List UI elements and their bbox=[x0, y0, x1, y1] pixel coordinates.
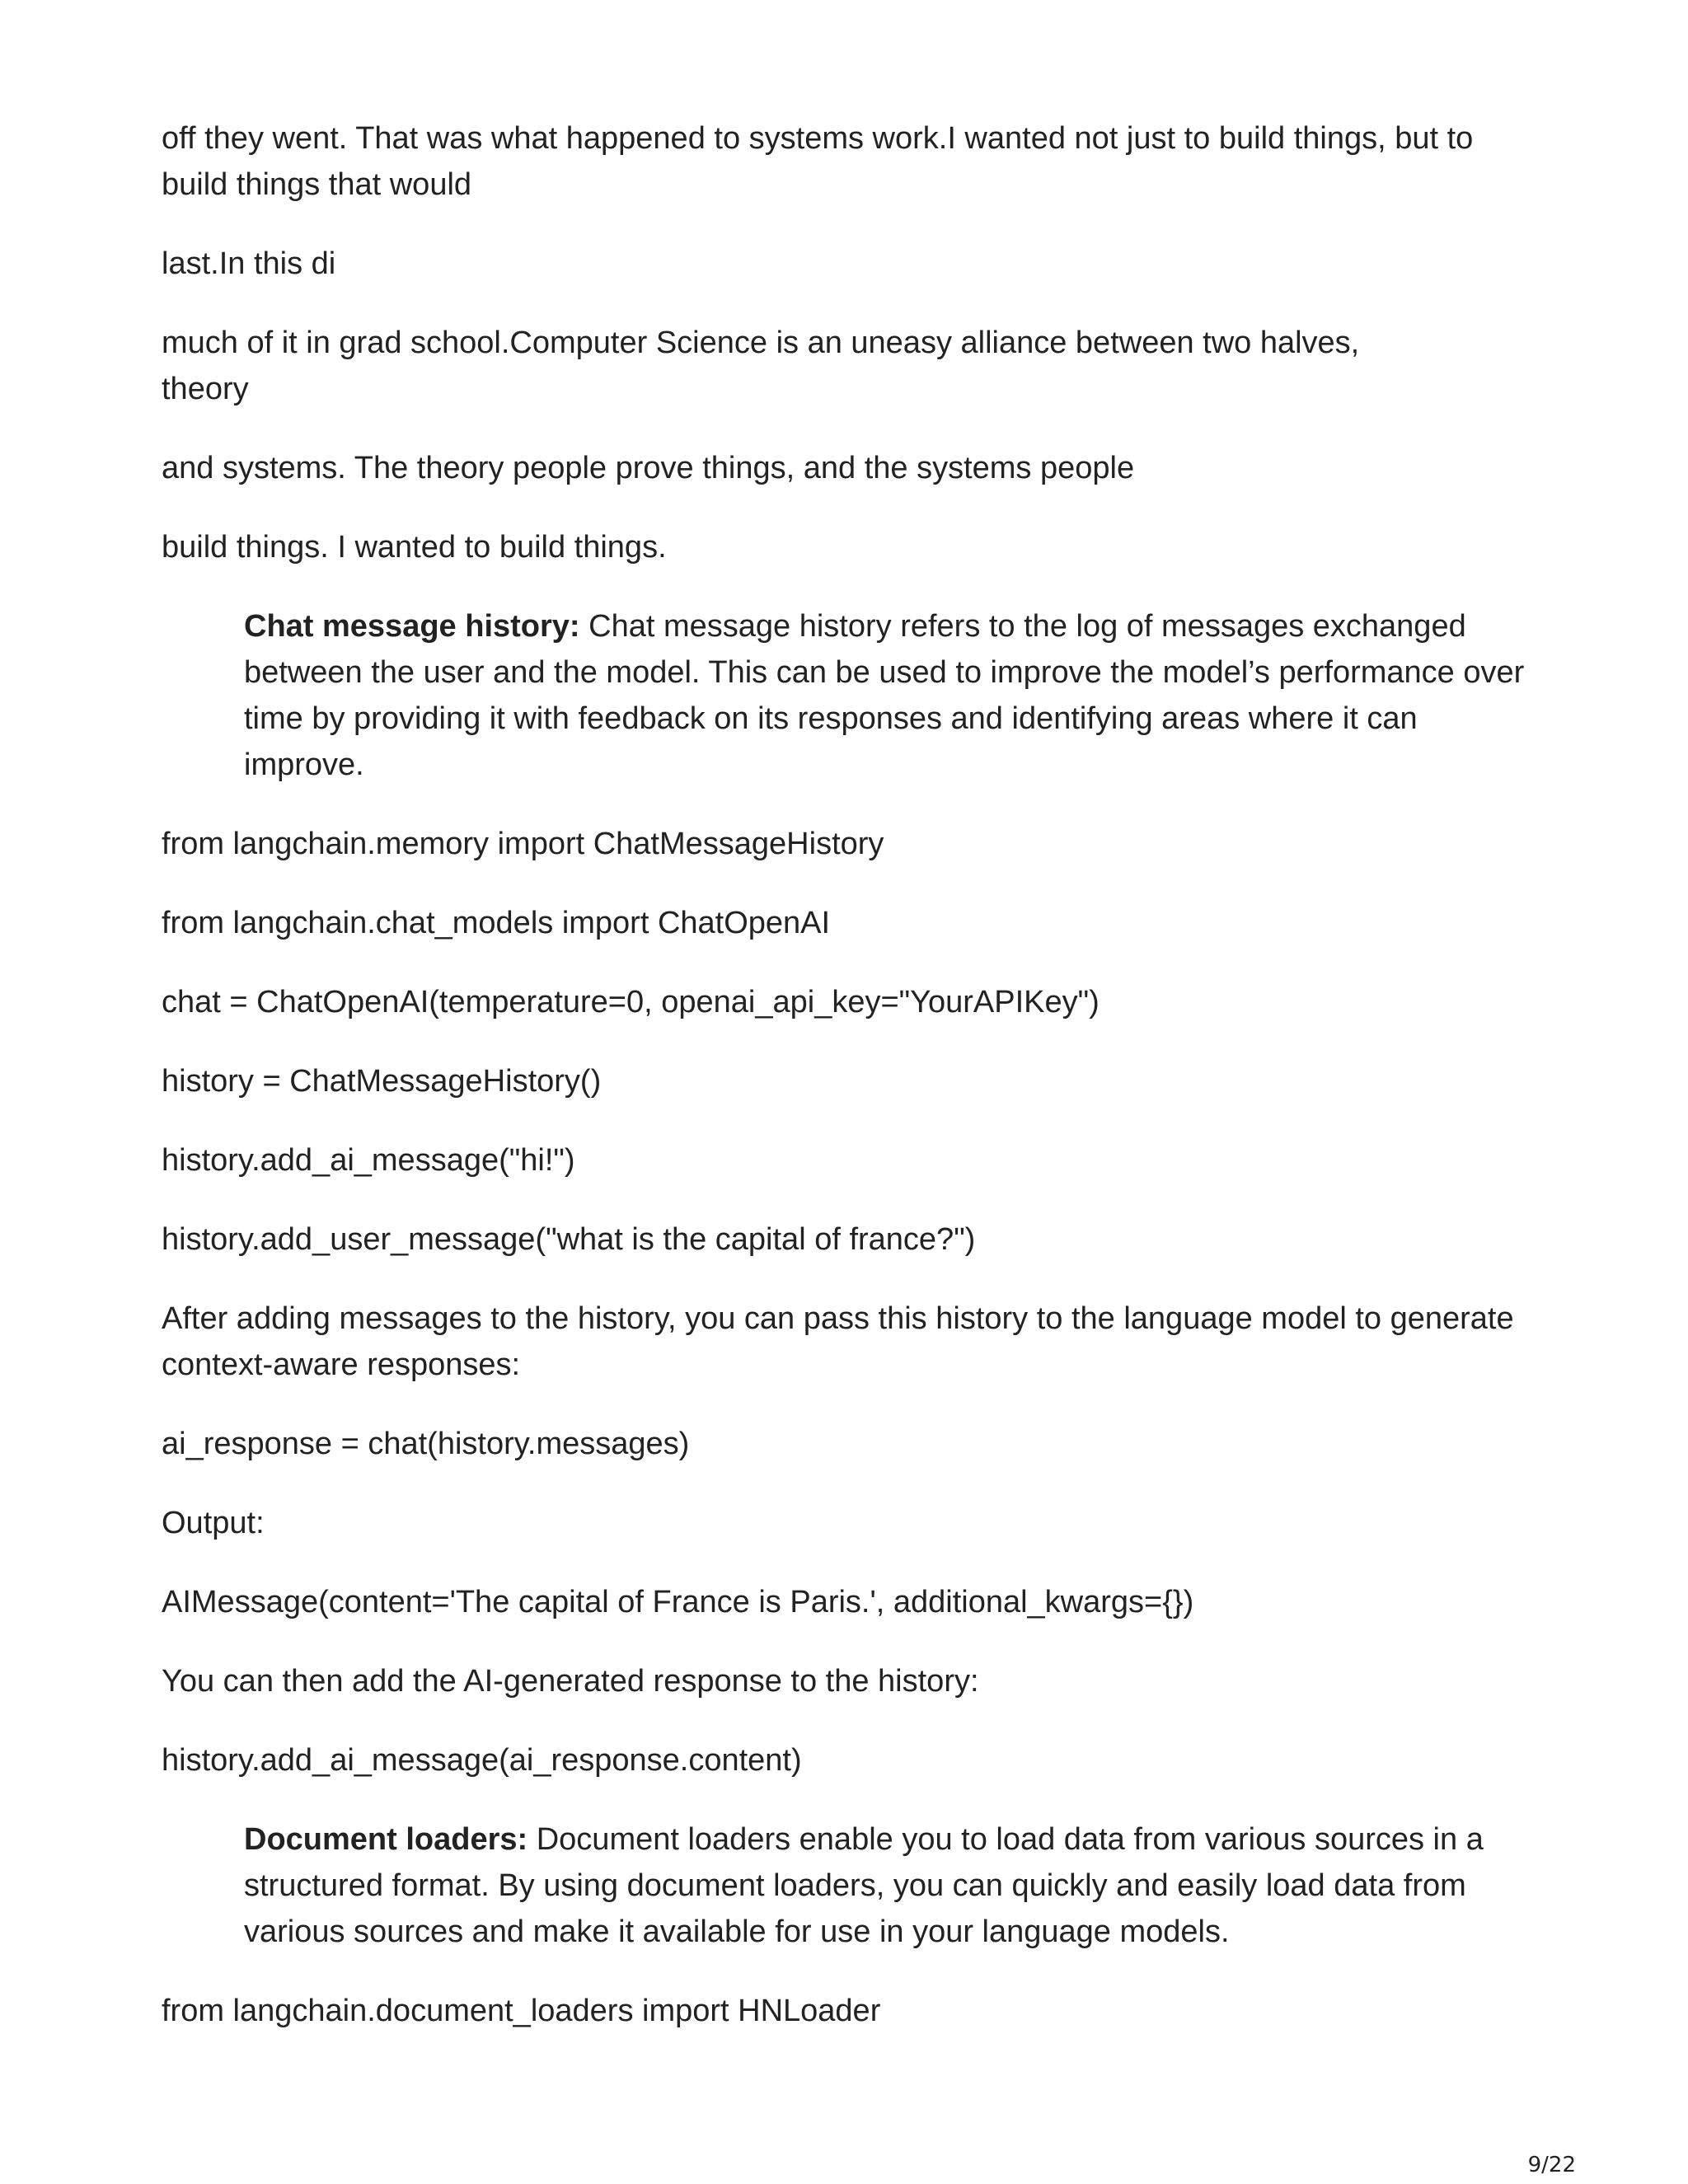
code-line-import-chat-models: from langchain.chat_models import ChatOpenAI bbox=[162, 906, 831, 940]
output-value: AIMessage(content='The capital of France is Paris.', additional_kwargs={}) bbox=[162, 1585, 1194, 1619]
after-adding-paragraph: After adding messages to the history, you can pass this history to the language model to generate context-aware responses: bbox=[162, 1301, 1514, 1382]
paragraph-4: and systems. The theory people prove things, and the systems people bbox=[162, 451, 1135, 485]
code-line-add-ai-response: history.add_ai_message(ai_response.content) bbox=[162, 1743, 802, 1778]
chat-message-history-text: Chat message history refers to the log of messages exchanged between the user and the model. This can be used to improve the model’s performance over time by providing it with feedback on its responses and identifying areas where it can improve. bbox=[244, 609, 1525, 782]
paragraph-2: last.In this di bbox=[162, 246, 336, 281]
chat-message-history-term: Chat message history: bbox=[244, 609, 580, 644]
code-line-add-user-message: history.add_user_message("what is the capital of france?") bbox=[162, 1222, 976, 1257]
paragraph-1: off they went. That was what happened to systems work.I wanted not just to build things, but to build things that would bbox=[162, 121, 1474, 202]
paragraph-5: build things. I wanted to build things. bbox=[162, 530, 667, 565]
then-add-paragraph: You can then add the AI-generated response to the history: bbox=[162, 1664, 979, 1699]
paragraph-3: much of it in grad school.Computer Science is an uneasy alliance between two halves, theory bbox=[162, 326, 1360, 406]
document-loaders-definition bbox=[244, 1816, 1530, 1955]
code-line-ai-response: ai_response = chat(history.messages) bbox=[162, 1427, 690, 1461]
document-loaders-term: Document loaders: bbox=[244, 1822, 528, 1857]
chat-message-history-definition bbox=[244, 603, 1530, 788]
output-label: Output: bbox=[162, 1506, 265, 1540]
code-line-add-ai-message: history.add_ai_message("hi!") bbox=[162, 1143, 575, 1178]
code-line-history-init: history = ChatMessageHistory() bbox=[162, 1064, 602, 1099]
page-number: 9/22 bbox=[1527, 2153, 1576, 2177]
code-line-import-hnloader: from langchain.document_loaders import HNLoader bbox=[162, 1994, 881, 2028]
code-line-chat-init: chat = ChatOpenAI(temperature=0, openai_api_key="YourAPIKey") bbox=[162, 985, 1100, 1019]
code-line-import-memory: from langchain.memory import ChatMessageHistory bbox=[162, 827, 884, 861]
document-loaders-text: Document loaders enable you to load data from various sources in a structured format. By using document loaders, you can quickly and easily load data from various sources and make it available for use in your language models. bbox=[244, 1822, 1484, 1949]
document-body bbox=[162, 115, 1530, 2067]
